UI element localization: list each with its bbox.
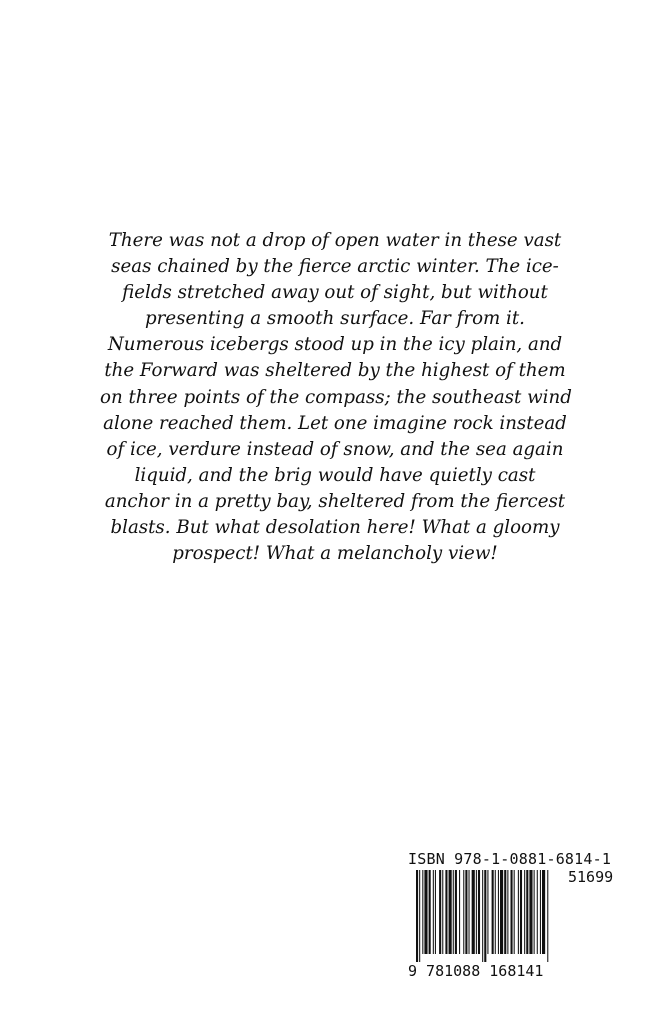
barcode-bar <box>484 870 486 962</box>
barcode-bar <box>435 870 436 954</box>
barcode-bar <box>416 870 418 962</box>
barcode-bar <box>424 870 427 954</box>
ean-digits: 9 781088 168141 <box>408 962 544 980</box>
blurb-line: of ice, verdure instead of snow, and the sea again <box>106 438 564 460</box>
barcode-bar <box>445 870 447 954</box>
barcode-bar <box>492 870 494 954</box>
price-code: 51699 <box>568 868 614 886</box>
barcode-bar <box>482 870 483 962</box>
barcode-bar <box>439 870 441 954</box>
barcode-bar <box>498 870 499 954</box>
barcode-bar <box>459 870 460 954</box>
isbn-barcode <box>402 846 620 986</box>
barcode-bar <box>433 870 434 954</box>
barcode-bar <box>540 870 541 954</box>
barcode-bar <box>511 870 513 954</box>
barcode-bar <box>520 870 522 954</box>
barcode-bar <box>429 870 431 954</box>
barcode-bar <box>472 870 475 954</box>
barcode-bar <box>442 870 443 954</box>
blurb-line: fields stretched away out of sight, but without <box>122 282 548 304</box>
blurb-line: prospect! What a melancholy view! <box>172 543 498 565</box>
barcode-bar <box>524 870 525 954</box>
barcode-bar <box>422 870 423 954</box>
barcode-bar <box>455 870 457 954</box>
barcode-bar <box>547 870 548 962</box>
barcode-bar <box>465 870 467 954</box>
isbn-label: ISBN 978-1-0881-6814-1 <box>408 850 612 868</box>
barcode-bar <box>542 870 545 954</box>
blurb-line: There was not a drop of open water in these vast <box>108 230 562 251</box>
cover-blurb <box>100 228 570 567</box>
blurb-line: alone reached them. Let one imagine rock instead <box>103 412 567 434</box>
barcode-bar <box>476 870 477 954</box>
barcode-bar <box>514 870 515 954</box>
blurb-line: presenting a smooth surface. Far from it. <box>145 308 525 330</box>
barcode-bar <box>507 870 508 954</box>
barcode-bar <box>504 870 506 954</box>
blurb-line: the Forward was sheltered by the highest of them <box>104 360 566 382</box>
barcode-bar <box>419 870 420 962</box>
barcode-bar <box>529 870 532 954</box>
barcode-bar <box>495 870 496 954</box>
barcode-bars <box>416 870 616 962</box>
barcode-bar <box>449 870 452 954</box>
barcode-bar <box>453 870 454 954</box>
blurb-line: on three points of the compass; the southeast wind <box>100 386 572 408</box>
barcode-bar <box>478 870 480 954</box>
barcode-bar <box>487 870 488 954</box>
barcode-bar <box>534 870 535 954</box>
barcode-bar <box>469 870 470 954</box>
barcode-bar <box>500 870 503 954</box>
barcode-bar <box>526 870 528 954</box>
barcode-bar <box>518 870 519 954</box>
blurb-line: Numerous icebergs stood up in the icy plain, and <box>107 334 563 356</box>
barcode-bar <box>537 870 538 954</box>
blurb-line: blasts. But what desolation here! What a gloomy <box>110 517 560 539</box>
blurb-line: liquid, and the brig would have quietly cast <box>134 464 536 486</box>
blurb-line: anchor in a pretty bay, sheltered from the fiercest <box>104 490 566 512</box>
blurb-line: seas chained by the fierce arctic winter. The ice- <box>111 256 559 278</box>
barcode-bar <box>463 870 464 954</box>
